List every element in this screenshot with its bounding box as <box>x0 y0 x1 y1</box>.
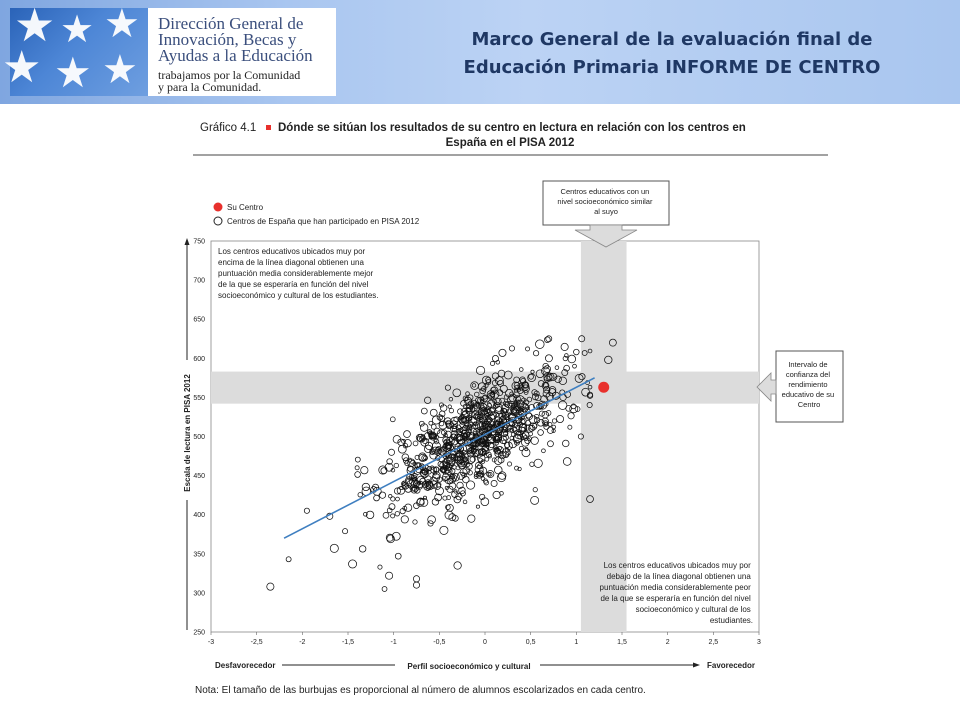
x-tick-label: -2 <box>299 639 306 646</box>
note-top-line: Los centros educativos ubicados muy por <box>218 247 366 256</box>
star-icon: ★ <box>60 7 95 51</box>
x-tick-label: 1,5 <box>617 639 627 646</box>
x-tick-label: -0,5 <box>433 639 446 646</box>
callout-right-line: Intervalo de <box>788 360 828 369</box>
note-top-line: socioeconómico y cultural de los estudiantes. <box>218 291 379 300</box>
callout-right-line: educativo de su <box>781 390 835 399</box>
x-tick-label: -2,5 <box>250 639 263 646</box>
y-arrowhead-icon <box>185 238 190 245</box>
x-tick-label: 2 <box>665 639 670 646</box>
y-tick-label: 450 <box>193 473 205 481</box>
callout-top-line: nivel socioeconómico similar <box>557 197 653 206</box>
x-tick-label: 0,5 <box>525 639 536 646</box>
y-axis-ticks <box>193 239 205 637</box>
callout-right-line: rendimiento <box>788 380 828 389</box>
legend-centros-label: Centros de España que han participado en PISA 2012 <box>227 217 420 226</box>
y-tick-label: 550 <box>193 394 205 402</box>
figure-title-line2: España en el PISA 2012 <box>445 137 575 149</box>
x-tick-label: 1 <box>574 639 579 646</box>
note-bottom-line: estudiantes. <box>709 616 753 625</box>
callout-right-line: Centro <box>797 400 821 409</box>
x-tick-label: -3 <box>207 639 215 646</box>
footnote: Nota: El tamaño de las burbujas es proporcional al número de alumnos escolarizados en cada centro. <box>195 685 646 696</box>
slide-title: Marco General de la evaluación final de Educación Primaria INFORME DE CENTRO <box>463 29 881 78</box>
y-tick-label: 250 <box>193 629 205 637</box>
x-tick-label: 2,5 <box>708 639 719 646</box>
su-centro-point <box>598 382 609 393</box>
x-left-label: Desfavorecedor <box>215 661 276 670</box>
note-top-line: encima de la línea diagonal obtienen una <box>218 258 364 267</box>
x-axis-ticks <box>208 632 761 646</box>
note-bottom-line: Los centros educativos ubicados muy por <box>603 561 751 570</box>
legend-su-centro-label: Su Centro <box>227 203 264 212</box>
y-tick-label: 350 <box>193 551 205 559</box>
legend-su-centro-marker <box>214 203 223 212</box>
note-bottom-line: socioeconómico y cultural de los <box>635 605 751 614</box>
x-axis-label: Perfil socioeconómico y cultural <box>407 662 531 671</box>
x-right-label: Favorecedor <box>707 661 756 670</box>
y-tick-label: 300 <box>193 590 205 598</box>
figure-marker <box>266 125 271 130</box>
note-top <box>218 247 379 300</box>
note-bottom-line: de la que se esperaría en función del nivel <box>600 594 751 603</box>
note-bottom-line: puntuación media considerablemente peor <box>599 583 751 592</box>
logo-slogan: trabajamos por la Comunidad y para la Comunidad. <box>158 68 301 94</box>
star-icon: ★ <box>14 0 56 52</box>
star-icon: ★ <box>102 47 138 93</box>
x-tick-label: 3 <box>757 639 761 646</box>
figure-title-line1: Dónde se sitúan los resultados de su centro en lectura en relación con los centros en <box>278 122 746 134</box>
callout-right-line: confianza del <box>785 370 831 379</box>
note-bottom-line: debajo de la línea diagonal obtienen una <box>606 572 751 581</box>
x-tick-label: -1,5 <box>341 639 355 646</box>
logo-title: Dirección General de Innovación, Becas y Ayudas a la Educación <box>158 14 313 65</box>
x-tick-label: -1 <box>390 639 397 646</box>
callout-top-line: Centros educativos con un <box>560 187 650 196</box>
figure-label: Gráfico 4.1 <box>200 122 257 134</box>
x-arrowhead-icon <box>693 663 700 668</box>
legend-centros-marker <box>214 217 222 225</box>
y-tick-label: 400 <box>193 512 205 520</box>
callout-top-line: al suyo <box>594 207 618 216</box>
y-tick-label: 700 <box>193 277 205 285</box>
arrow-left-icon <box>757 373 776 401</box>
note-top-line: de la que se esperaría en función del nivel <box>218 280 369 289</box>
y-tick-label: 500 <box>193 434 205 441</box>
x-tick-label: 0 <box>483 639 487 646</box>
y-tick-label: 650 <box>193 316 205 324</box>
y-tick-label: 750 <box>193 238 205 246</box>
star-icon: ★ <box>104 1 140 47</box>
note-top-line: puntuación media considerablemente mejor <box>218 269 374 278</box>
y-tick-label: 600 <box>193 355 205 363</box>
star-icon: ★ <box>54 48 92 97</box>
star-icon: ★ <box>2 42 42 93</box>
y-axis-label: Escala de lectura en PISA 2012 <box>183 374 192 492</box>
